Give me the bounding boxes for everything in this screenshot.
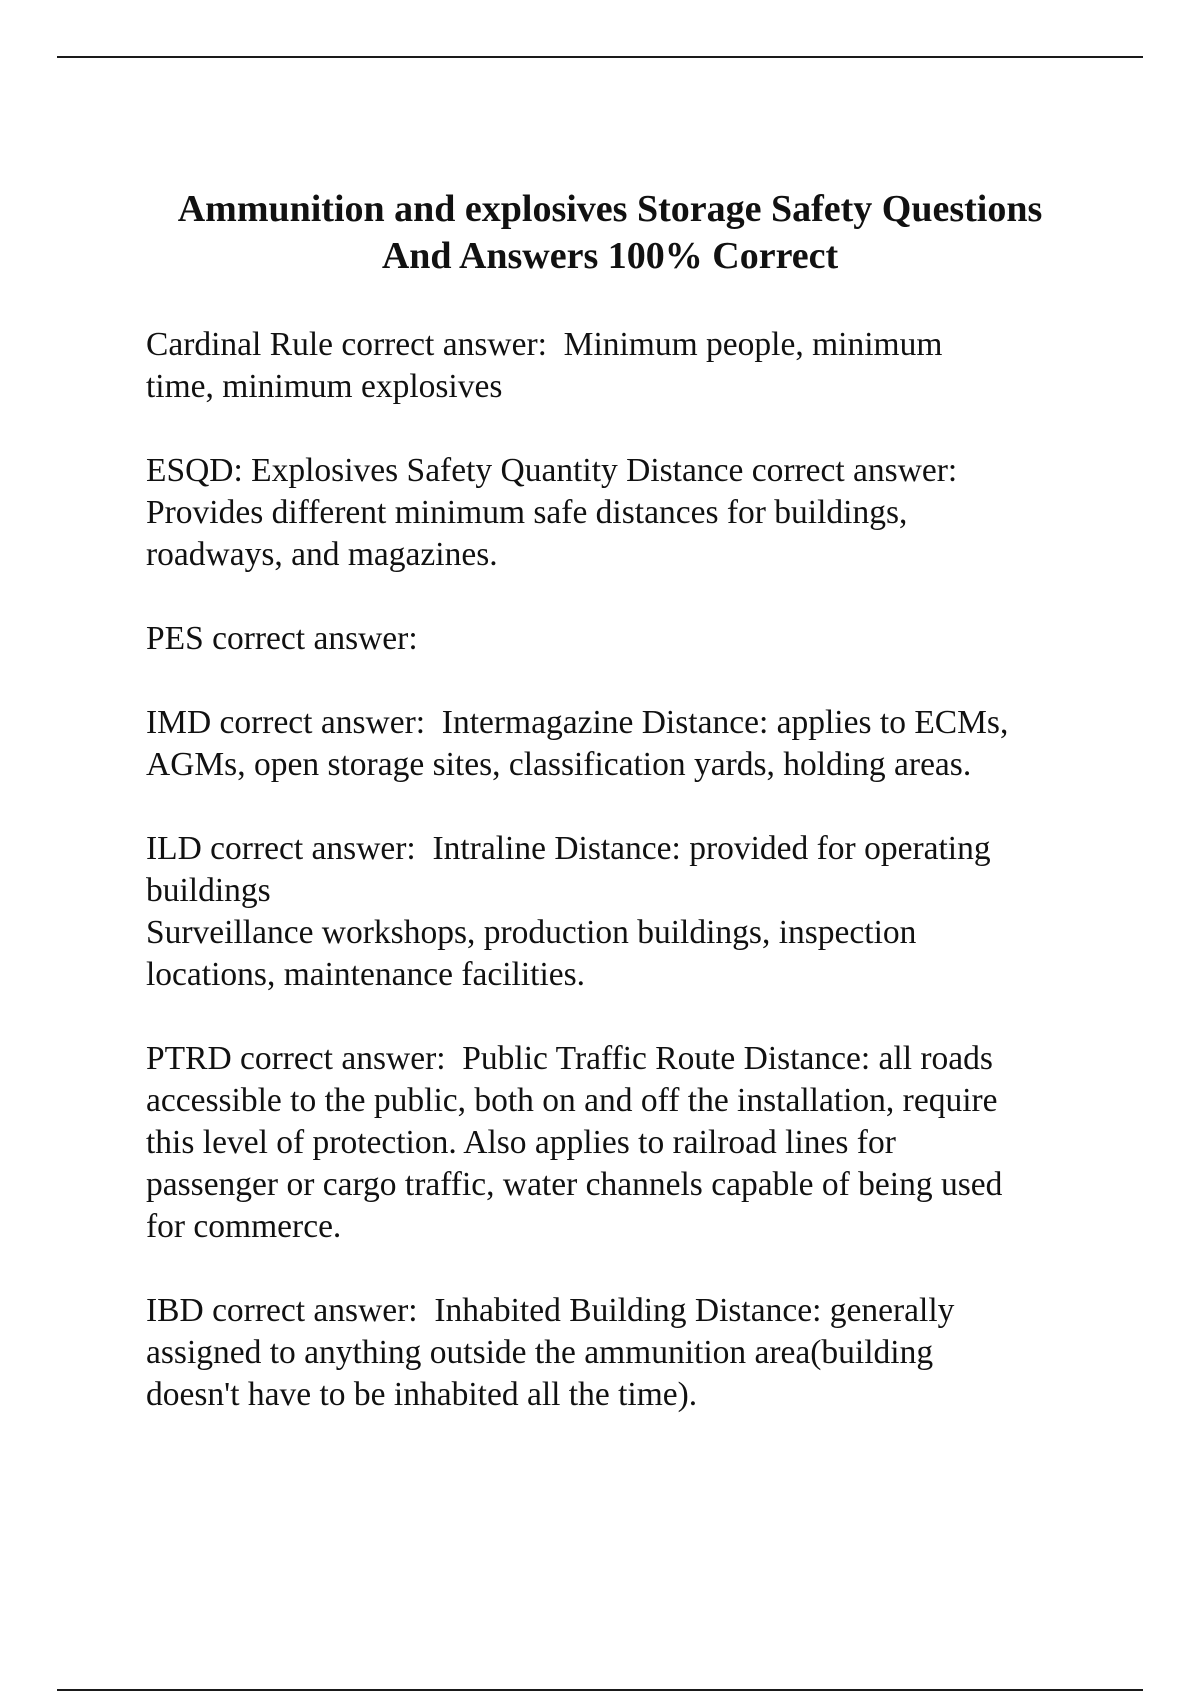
entry-line: roadways, and magazines. (146, 536, 498, 573)
qa-entry-pes (146, 618, 1106, 660)
entry-line: this level of protection. Also applies to railroad lines for (146, 1124, 896, 1161)
qa-list (146, 324, 1106, 1458)
entry-line: for commerce. (146, 1208, 342, 1245)
qa-entry-ptrd (146, 1038, 1106, 1248)
title-line: Ammunition and explosives Storage Safety Questions (177, 188, 1043, 230)
entry-line: buildings (146, 872, 271, 909)
qa-entry-esqd (146, 450, 1106, 576)
entry-line: assigned to anything outside the ammunition area(building (146, 1334, 934, 1371)
qa-entry-ibd (146, 1290, 1106, 1416)
entry-line: Surveillance workshops, production buildings, inspection (146, 914, 917, 951)
entry-line: IBD correct answer: Inhabited Building Distance: generally (146, 1292, 955, 1329)
entry-line: doesn't have to be inhabited all the time). (146, 1376, 698, 1413)
entry-line: locations, maintenance facilities. (146, 956, 586, 993)
qa-entry-ild (146, 828, 1106, 996)
entry-line: PES correct answer: (146, 620, 418, 657)
entry-line: passenger or cargo traffic, water channels capable of being used (146, 1166, 1003, 1203)
entry-line: time, minimum explosives (146, 368, 503, 405)
entry-line: IMD correct answer: Intermagazine Distance: applies to ECMs, (146, 704, 1009, 741)
entry-line: AGMs, open storage sites, classification yards, holding areas. (146, 746, 972, 783)
entry-line: Provides different minimum safe distances for buildings, (146, 494, 908, 531)
title-line: And Answers 100% Correct (381, 235, 839, 277)
entry-line: accessible to the public, both on and off the installation, require (146, 1082, 998, 1119)
qa-entry-imd (146, 702, 1106, 786)
entry-line: ILD correct answer: Intraline Distance: provided for operating (146, 830, 991, 867)
entry-line: PTRD correct answer: Public Traffic Route Distance: all roads (146, 1040, 993, 1077)
entry-line: ESQD: Explosives Safety Quantity Distance correct answer: (146, 452, 958, 489)
document-title (110, 186, 1110, 280)
top-divider (57, 56, 1143, 58)
qa-entry-cardinal-rule (146, 324, 1106, 408)
bottom-divider (57, 1689, 1143, 1691)
entry-line: Cardinal Rule correct answer: Minimum people, minimum (146, 326, 943, 363)
